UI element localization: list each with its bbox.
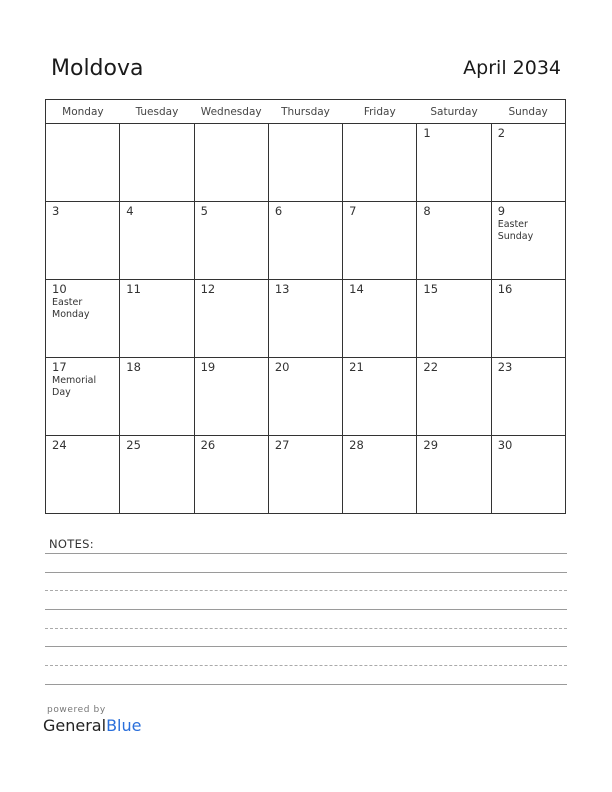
day-number: 21	[349, 360, 364, 374]
day-number: 11	[126, 282, 141, 296]
day-cell	[46, 358, 120, 436]
day-number: 18	[126, 360, 141, 374]
day-cell	[120, 358, 194, 436]
month-year-title: April 2034	[463, 57, 561, 79]
day-cell	[268, 436, 342, 514]
day-number: 27	[274, 438, 290, 452]
day-number: 9	[497, 204, 506, 218]
notes-line	[45, 684, 567, 685]
day-cell	[120, 280, 194, 358]
notes-line	[45, 646, 567, 647]
day-cell	[120, 436, 194, 514]
weekday-header: Friday	[343, 100, 417, 124]
day-cell	[417, 358, 491, 436]
powered-by-text: powered by	[47, 705, 106, 715]
logo-general: General	[43, 716, 107, 735]
holiday-label: Easter Sunday	[497, 219, 534, 242]
day-cell	[343, 280, 417, 358]
day-number: 10	[52, 282, 67, 296]
notes-line	[45, 628, 567, 629]
day-cell	[491, 358, 565, 436]
day-cell	[120, 202, 194, 280]
weekday-header: Sunday	[491, 100, 565, 124]
day-number: 2	[497, 126, 506, 140]
week-row	[46, 436, 566, 514]
weekday-header-row	[46, 100, 566, 124]
notes-line	[45, 609, 567, 610]
day-number: 25	[126, 438, 141, 452]
week-row	[46, 280, 566, 358]
holiday-label: Memorial Day	[52, 375, 97, 398]
notes-line	[45, 553, 567, 554]
day-cell	[417, 124, 491, 202]
country-title: Moldova	[51, 56, 144, 81]
day-number	[343, 124, 416, 127]
day-cell	[268, 358, 342, 436]
day-number	[269, 124, 342, 127]
day-cell	[343, 124, 417, 202]
day-number: 15	[423, 282, 439, 296]
day-cell	[120, 124, 194, 202]
day-number: 7	[349, 204, 357, 218]
day-number	[195, 124, 268, 127]
day-number: 24	[52, 438, 67, 452]
day-number	[46, 124, 119, 127]
day-cell	[268, 280, 342, 358]
day-cell	[491, 202, 565, 280]
day-cell	[194, 202, 268, 280]
day-number: 28	[349, 438, 364, 452]
day-cell	[46, 124, 120, 202]
day-cell	[343, 358, 417, 436]
day-cell	[194, 280, 268, 358]
weekday-header: Thursday	[268, 100, 342, 124]
notes-line	[45, 572, 567, 573]
day-cell	[417, 280, 491, 358]
day-cell	[417, 202, 491, 280]
day-number: 4	[126, 204, 134, 218]
day-number: 8	[423, 204, 431, 218]
notes-line	[45, 665, 567, 666]
day-number: 30	[497, 438, 513, 452]
day-cell	[343, 436, 417, 514]
day-number: 17	[52, 360, 67, 374]
weekday-header: Saturday	[417, 100, 491, 124]
notes-line	[45, 590, 567, 591]
day-number: 16	[497, 282, 513, 296]
day-cell	[46, 436, 120, 514]
day-number: 13	[274, 282, 290, 296]
weekday-header: Wednesday	[194, 100, 268, 124]
logo-blue: Blue	[106, 716, 142, 735]
day-number: 19	[200, 360, 216, 374]
day-number: 20	[274, 360, 290, 374]
day-number: 5	[200, 204, 208, 218]
day-cell	[491, 436, 565, 514]
day-number: 23	[497, 360, 513, 374]
day-cell	[194, 436, 268, 514]
day-cell	[194, 358, 268, 436]
day-cell	[268, 202, 342, 280]
notes-label: NOTES:	[49, 537, 94, 551]
holiday-label: Easter Monday	[52, 297, 90, 320]
day-number	[120, 124, 193, 127]
day-cell	[343, 202, 417, 280]
day-number: 26	[200, 438, 216, 452]
day-number: 29	[423, 438, 439, 452]
calendar-grid	[45, 99, 566, 514]
day-cell	[491, 280, 565, 358]
generalblue-logo	[43, 716, 141, 735]
week-row	[46, 202, 566, 280]
weekday-header: Monday	[46, 100, 120, 124]
week-row	[46, 358, 566, 436]
day-cell	[46, 280, 120, 358]
day-number: 6	[274, 204, 283, 218]
day-cell	[46, 202, 120, 280]
day-number: 22	[423, 360, 439, 374]
day-number: 12	[200, 282, 216, 296]
day-number: 1	[423, 126, 431, 140]
day-number: 14	[349, 282, 364, 296]
day-cell	[268, 124, 342, 202]
day-cell	[417, 436, 491, 514]
day-cell	[194, 124, 268, 202]
day-number: 3	[52, 204, 60, 218]
weekday-header: Tuesday	[120, 100, 194, 124]
day-cell	[491, 124, 565, 202]
week-row	[46, 124, 566, 202]
